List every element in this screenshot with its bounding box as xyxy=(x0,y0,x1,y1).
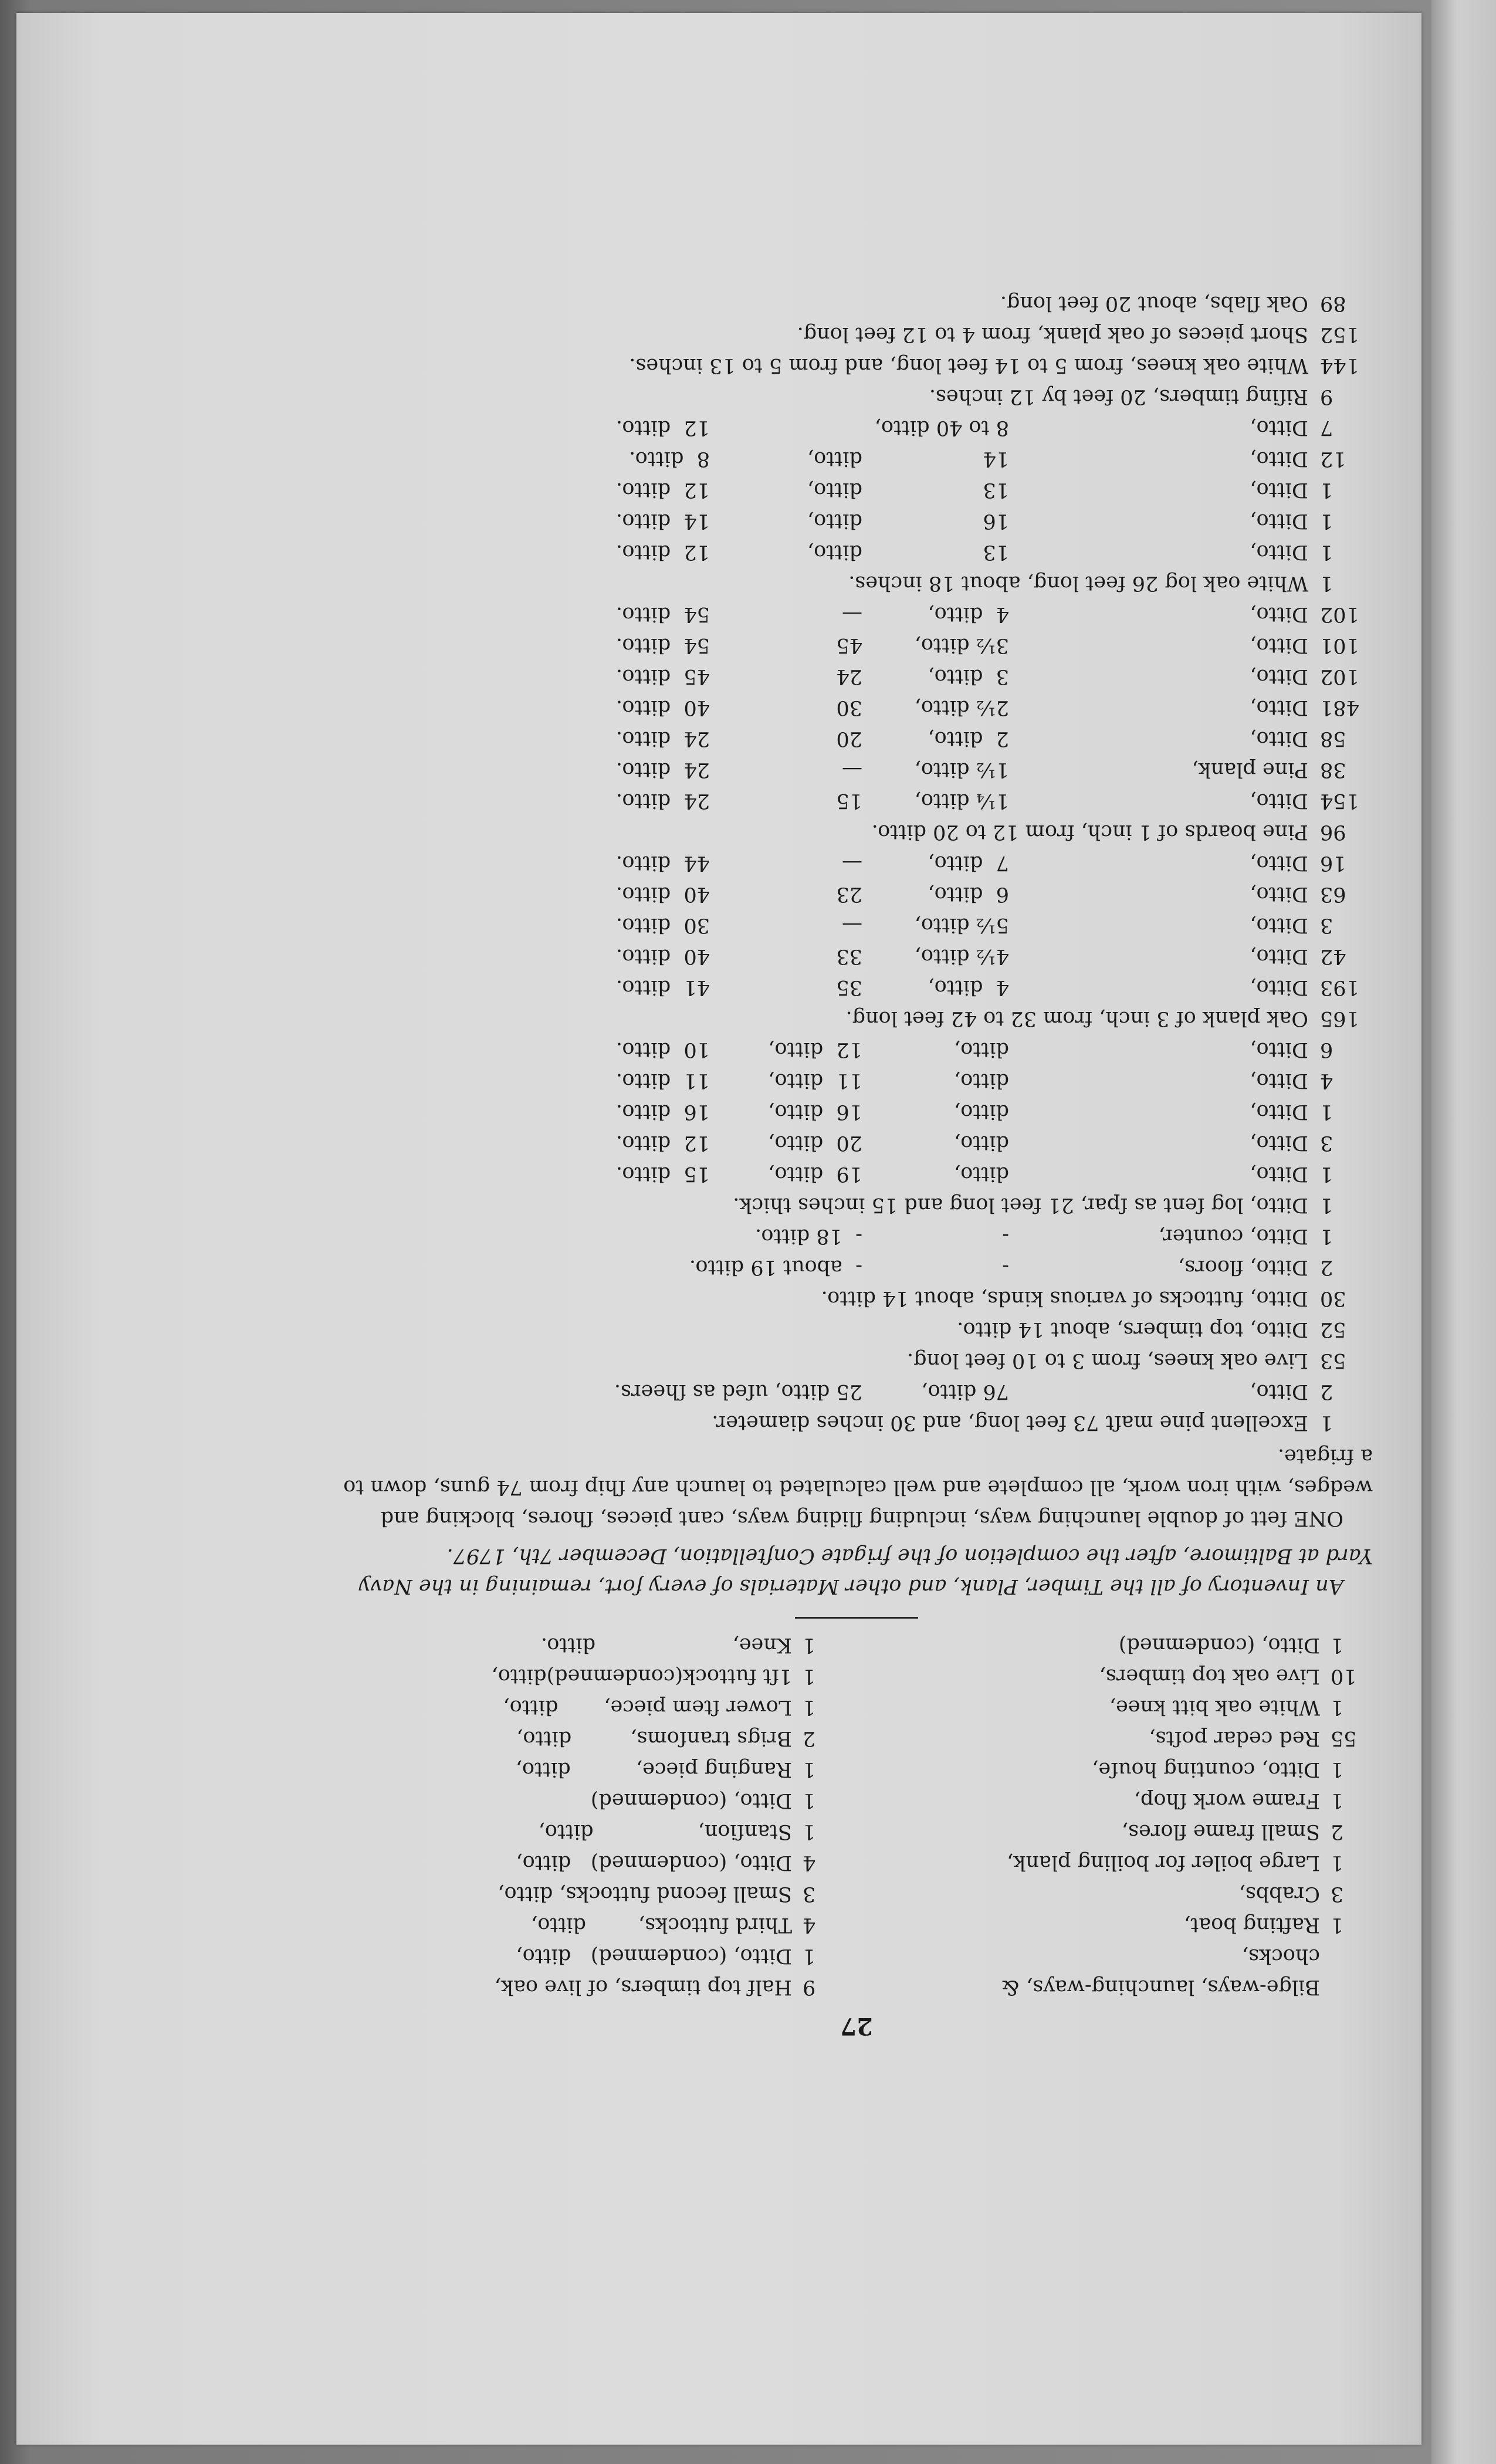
material-row xyxy=(340,1940,845,1971)
inventory-field: 4 ditto, xyxy=(928,976,1009,999)
inventory-field: 40 ditto. xyxy=(615,945,710,968)
inventory-field: 1½ ditto, xyxy=(914,758,1009,781)
material-description: Small ſecond futtocks, ditto, xyxy=(497,1882,792,1905)
material-description: Ditto, counting houſe, xyxy=(1092,1758,1320,1781)
inventory-row xyxy=(340,1376,1373,1407)
quantity: 89 xyxy=(1320,292,1346,315)
inventory-field: 12 ditto, xyxy=(768,1038,862,1061)
page-number: 27 xyxy=(840,2012,873,2040)
quantity: 1 xyxy=(1320,1162,1333,1186)
quantity: 12 xyxy=(1320,447,1346,471)
inventory-row xyxy=(340,1096,1373,1127)
inventory-field: 25 ditto, uſed as ſheers. xyxy=(614,1380,862,1403)
inventory-field: 33 xyxy=(836,945,862,968)
inventory-row xyxy=(340,723,1373,754)
inventory-row xyxy=(340,972,1373,1003)
material-description: Ditto, (condemned) xyxy=(590,1789,792,1812)
quantity: 2 xyxy=(1331,1820,1344,1843)
quantity: 1 xyxy=(803,1944,816,1968)
quantity: 30 xyxy=(1320,1287,1346,1310)
material-row xyxy=(340,1629,845,1660)
quantity: 2 xyxy=(1320,1255,1333,1279)
inventory-field: — xyxy=(842,913,862,937)
material-description: chocks, xyxy=(1241,1944,1320,1968)
inventory-row xyxy=(340,940,1373,972)
inventory-field: 10 ditto. xyxy=(615,1038,710,1061)
inventory-row xyxy=(340,1251,1373,1282)
inventory-field: Ditto, top timbers, about 14 ditto. xyxy=(957,1318,1308,1341)
inventory-row xyxy=(340,1314,1373,1345)
quantity: 1 xyxy=(1320,509,1333,533)
quantity: 1 xyxy=(1320,1193,1333,1217)
inventory-field: 20 ditto, xyxy=(768,1131,862,1155)
inventory-field: Ditto, xyxy=(1250,1069,1308,1092)
inventory-field: - about 19 ditto. xyxy=(689,1255,862,1279)
quantity: 1 xyxy=(1331,1851,1344,1874)
quantity: 10 xyxy=(1331,1664,1357,1688)
inventory-field: - 18 ditto. xyxy=(754,1224,862,1248)
inventory-row xyxy=(340,443,1373,474)
inventory-field: 1¼ ditto, xyxy=(914,789,1009,813)
inventory-row xyxy=(340,909,1373,940)
inventory-field: 54 ditto. xyxy=(615,603,710,626)
inventory-field: - xyxy=(1002,1255,1009,1279)
material-row xyxy=(340,1691,845,1722)
inventory-field: 3½ ditto, xyxy=(914,634,1009,657)
quantity: 3 xyxy=(1320,1131,1333,1155)
material-description: Ditto, (condemned) xyxy=(1118,1633,1320,1657)
inventory-heading: An Inventory of all the Timber, Plank, and other Materials of every ſort, remaining in the Navy Yard at Baltimore, after the completion of the frigate Conſtellation, December 7th, 1797. xyxy=(358,1544,1373,1598)
material-description: Small frame flores, xyxy=(1121,1820,1320,1843)
inventory-row xyxy=(340,1189,1373,1220)
quantity: 2 xyxy=(803,1727,816,1750)
inventory-field: 24 ditto. xyxy=(615,758,710,781)
inventory-field: 2 ditto, xyxy=(928,727,1009,750)
inventory-field: Pine plank, xyxy=(1192,758,1308,781)
inventory-field: Ditto, xyxy=(1250,789,1308,813)
inventory-field: 40 ditto. xyxy=(615,882,710,906)
quantity: 1 xyxy=(803,1758,816,1781)
material-row xyxy=(340,1816,845,1847)
top-materials-columns xyxy=(340,1629,1373,2002)
inventory-field: Ditto, xyxy=(1250,1038,1308,1061)
inventory-field: Ditto, counter, xyxy=(1158,1224,1308,1248)
quantity xyxy=(1320,1971,1373,2002)
inventory-row xyxy=(340,1220,1373,1251)
material-description: Rafting boat, xyxy=(1184,1913,1320,1937)
inventory-row xyxy=(340,598,1373,629)
inventory-field: ditto, xyxy=(807,509,862,533)
material-description: Frame work ſhop, xyxy=(1133,1789,1320,1812)
quantity: 1 xyxy=(1331,1913,1344,1937)
inventory-field: Ditto, futtocks of various kinds, about 14 ditto. xyxy=(821,1287,1308,1310)
inventory-field: 8 to 40 ditto, xyxy=(874,416,1009,439)
quantity: 4 xyxy=(803,1913,816,1937)
inventory-field: Ditto, xyxy=(1250,416,1308,439)
inventory-field: 2½ ditto, xyxy=(914,696,1009,719)
material-row xyxy=(340,1878,845,1909)
inventory-field: 12 ditto. xyxy=(615,540,710,564)
inventory-field: 19 ditto, xyxy=(768,1162,862,1186)
quantity: 3 xyxy=(1320,913,1333,937)
inventory-field: Ditto, xyxy=(1250,727,1308,750)
material-description: Red cedar poſts, xyxy=(1149,1727,1320,1750)
inventory-field: Ditto, xyxy=(1250,1100,1308,1123)
material-row xyxy=(868,1878,1373,1909)
material-row xyxy=(868,1691,1373,1722)
material-row xyxy=(868,1816,1373,1847)
material-description: Crabbs, xyxy=(1238,1882,1320,1905)
inventory-row xyxy=(340,1127,1373,1158)
inventory-field: Ditto, xyxy=(1250,540,1308,564)
quantity: 1 xyxy=(1331,1633,1344,1657)
quantity: 1 xyxy=(1331,1695,1344,1719)
inventory-field: Ditto, xyxy=(1250,447,1308,471)
quantity: 165 xyxy=(1320,1007,1359,1030)
inventory-field: 76 ditto, xyxy=(921,1380,1009,1403)
inventory-field: 45 ditto. xyxy=(615,665,710,688)
inventory-row xyxy=(340,1158,1373,1189)
inventory-field: 5½ ditto, xyxy=(914,913,1009,937)
inventory-field: 16 ditto, xyxy=(768,1100,862,1123)
inventory-field: Short pieces of oak plank, from 4 to 12 feet long. xyxy=(797,323,1308,346)
top-left-column xyxy=(868,1629,1373,2002)
quantity: 16 xyxy=(1320,851,1346,875)
inventory-field: 30 xyxy=(836,696,862,719)
inventory-row xyxy=(340,567,1373,598)
material-row xyxy=(868,1785,1373,1816)
inventory-field: 45 xyxy=(836,634,862,657)
inventory-field: ditto, xyxy=(954,1162,1009,1186)
inventory-field: ditto, xyxy=(807,540,862,564)
inventory-field: ditto, xyxy=(954,1038,1009,1061)
inventory-field: - xyxy=(1002,1224,1009,1248)
material-row xyxy=(868,1971,1373,2002)
inventory-row xyxy=(340,474,1373,505)
inventory-row xyxy=(340,629,1373,661)
adjacent-page-edge xyxy=(1431,0,1496,2464)
material-description: Ditto, (condemned) ditto, xyxy=(516,1944,792,1968)
quantity: 4 xyxy=(803,1851,816,1874)
inventory-row xyxy=(340,1003,1373,1034)
inventory-list xyxy=(340,287,1373,1438)
material-description: Bilge-ways, launching-ways, & xyxy=(1001,1975,1320,1999)
quantity: 1 xyxy=(803,1664,816,1688)
inventory-row xyxy=(340,412,1373,443)
inventory-field: Live oak knees, from 3 to 10 feet long. xyxy=(906,1349,1308,1372)
inventory-field: 4½ ditto, xyxy=(914,945,1009,968)
quantity: 3 xyxy=(803,1882,816,1905)
inventory-field: 35 xyxy=(836,976,862,999)
inventory-field: 15 ditto. xyxy=(615,1162,710,1186)
inventory-field: 11 ditto, xyxy=(768,1069,862,1092)
inventory-row xyxy=(340,1034,1373,1065)
material-description: Third futtocks, ditto, xyxy=(531,1913,792,1937)
quantity: 1 xyxy=(803,1789,816,1812)
inventory-row xyxy=(340,381,1373,412)
inventory-field: 16 ditto. xyxy=(615,1100,710,1123)
inventory-intro: ONE ſett of double launching ways, including ſliding ways, cant pieces, ſhores, blocking and wedges, with iron work, all complete and well calculated to launch any ſhip from 74 guns, down to a frigate. xyxy=(343,1444,1373,1530)
material-row xyxy=(340,1660,845,1691)
inventory-field: 13 xyxy=(983,478,1009,502)
quantity: 2 xyxy=(1320,1380,1333,1403)
material-row xyxy=(868,1660,1373,1691)
inventory-field: 30 ditto. xyxy=(615,913,710,937)
inventory-field: 40 ditto. xyxy=(615,696,710,719)
quantity: 1 xyxy=(1320,1224,1333,1248)
inventory-field: Ditto, xyxy=(1250,882,1308,906)
quantity: 96 xyxy=(1320,820,1346,844)
inventory-field: 44 ditto. xyxy=(615,851,710,875)
quantity: 152 xyxy=(1320,323,1359,346)
inventory-row xyxy=(340,505,1373,536)
inventory-field: 12 ditto. xyxy=(615,416,710,439)
inventory-row xyxy=(340,536,1373,567)
inventory-field: Ditto, xyxy=(1250,478,1308,502)
quantity: 1 xyxy=(1331,1758,1344,1781)
inventory-field: 3 ditto, xyxy=(928,665,1009,688)
inventory-row xyxy=(340,816,1373,847)
material-description: Ditto, (condemned) ditto, xyxy=(516,1851,792,1874)
inventory-row xyxy=(340,1345,1373,1376)
inventory-field: 24 ditto. xyxy=(615,727,710,750)
material-description: Brigs tranſoms, ditto, xyxy=(516,1727,792,1750)
inventory-field: 11 ditto. xyxy=(615,1069,710,1092)
inventory-field: 24 ditto. xyxy=(615,789,710,813)
inventory-field: Ditto, log ſent as ſpar, 21 feet long and 15 inches thick. xyxy=(733,1193,1308,1217)
inventory-row xyxy=(340,878,1373,909)
quantity: 101 xyxy=(1320,634,1359,657)
inventory-row xyxy=(340,847,1373,878)
material-description: Ranging piece, ditto, xyxy=(515,1758,792,1781)
quantity: 38 xyxy=(1320,758,1346,781)
material-description: Live oak top timbers, xyxy=(1099,1664,1320,1688)
quantity: 1 xyxy=(803,1633,816,1657)
inventory-row xyxy=(340,785,1373,816)
material-row xyxy=(868,1629,1373,1660)
inventory-field: Ditto, floors, xyxy=(1177,1255,1308,1279)
quantity: 52 xyxy=(1320,1318,1346,1341)
inventory-field: Ditto, xyxy=(1250,509,1308,533)
inventory-field: Ditto, xyxy=(1250,665,1308,688)
inventory-field: 14 ditto. xyxy=(615,509,710,533)
quantity: 102 xyxy=(1320,665,1359,688)
material-row xyxy=(868,1847,1373,1878)
quantity: 1 xyxy=(1320,478,1333,502)
inventory-field: 4 ditto, xyxy=(928,603,1009,626)
quantity: 55 xyxy=(1331,1727,1357,1750)
material-row xyxy=(868,1754,1373,1785)
inventory-field: 41 ditto. xyxy=(615,976,710,999)
inventory-row xyxy=(340,1065,1373,1096)
quantity: 4 xyxy=(1320,1069,1333,1092)
quantity: 6 xyxy=(1320,1038,1333,1061)
material-row xyxy=(868,1722,1373,1754)
material-row xyxy=(868,1909,1373,1940)
inventory-field: 12 ditto. xyxy=(615,478,710,502)
inventory-field: Ditto, xyxy=(1250,913,1308,937)
inventory-field: — xyxy=(842,758,862,781)
inventory-row xyxy=(340,661,1373,692)
quantity: 193 xyxy=(1320,976,1359,999)
inventory-field: 20 xyxy=(836,727,862,750)
material-description: 1ſt futtock(condemned)ditto, xyxy=(491,1664,792,1688)
inventory-field: White oak knees, from 5 to 14 feet long, and from 5 to 13 inches. xyxy=(629,354,1308,377)
inventory-row xyxy=(340,350,1373,381)
inventory-row xyxy=(340,692,1373,723)
inventory-field: 16 xyxy=(983,509,1009,533)
inventory-field: 12 ditto. xyxy=(615,1131,710,1155)
material-description: Lower ſtem piece, ditto, xyxy=(503,1695,792,1719)
quantity: 1 xyxy=(803,1695,816,1719)
material-row xyxy=(868,1940,1373,1971)
inventory-field: Ditto, xyxy=(1250,603,1308,626)
inventory-field: Oak plank of 3 inch, from 32 to 42 feet long. xyxy=(845,1007,1308,1030)
quantity: 3 xyxy=(1331,1882,1344,1905)
inventory-field: 15 xyxy=(836,789,862,813)
inventory-field: Ditto, xyxy=(1250,945,1308,968)
material-row xyxy=(340,1754,845,1785)
inventory-row xyxy=(340,1282,1373,1314)
material-description: Half top timbers, of live oak, xyxy=(494,1975,792,1999)
inventory-field: ditto, xyxy=(954,1100,1009,1123)
quantity: 481 xyxy=(1320,696,1359,719)
inventory-field: ditto, xyxy=(807,478,862,502)
material-row xyxy=(340,1971,845,2002)
top-right-column xyxy=(340,1629,845,2002)
quantity: 58 xyxy=(1320,727,1346,750)
inventory-field: — xyxy=(842,603,862,626)
inventory-field: — xyxy=(842,851,862,875)
quantity xyxy=(1320,1940,1373,1971)
inventory-field: 23 xyxy=(836,882,862,906)
inventory-field: 14 xyxy=(983,447,1009,471)
inventory-field: Ditto, xyxy=(1250,851,1308,875)
material-description: Knee, ditto. xyxy=(540,1633,792,1657)
inventory-field: ditto, xyxy=(954,1131,1009,1155)
quantity: 1 xyxy=(1320,540,1333,564)
quantity: 9 xyxy=(1320,385,1333,408)
material-row xyxy=(340,1909,845,1940)
inventory-row xyxy=(340,287,1373,319)
inventory-field: 54 ditto. xyxy=(615,634,710,657)
inventory-field: 7 ditto, xyxy=(928,851,1009,875)
inventory-row xyxy=(340,319,1373,350)
quantity: 154 xyxy=(1320,789,1359,813)
inventory-field: Ditto, xyxy=(1250,976,1308,999)
quantity: 9 xyxy=(803,1975,816,1999)
inventory-field: Ditto, xyxy=(1250,696,1308,719)
quantity: 1 xyxy=(1320,571,1333,595)
quantity: 42 xyxy=(1320,945,1346,968)
material-description: Large boiler for boiling plank, xyxy=(1007,1851,1320,1874)
inventory-field: 13 xyxy=(983,540,1009,564)
inventory-field: ditto, xyxy=(807,447,862,471)
inventory-field: Ditto, xyxy=(1250,634,1308,657)
inventory-field: Riſing timbers, 20 feet by 12 inches. xyxy=(929,385,1308,408)
quantity: 1 xyxy=(1331,1789,1344,1812)
quantity: 7 xyxy=(1320,416,1333,439)
inventory-field: White oak log 26 feet long, about 18 inches. xyxy=(848,571,1308,595)
inventory-field: 8 ditto. xyxy=(629,447,710,471)
inventory-field: Oak ſlabs, about 20 feet long. xyxy=(1000,292,1308,315)
quantity: 144 xyxy=(1320,354,1359,377)
inventory-field: ditto, xyxy=(954,1069,1009,1092)
material-row xyxy=(340,1722,845,1754)
inventory-field: 24 xyxy=(836,665,862,688)
material-row xyxy=(340,1785,845,1816)
inventory-field: Excellent pine maſt 73 feet long, and 30 inches diameter. xyxy=(712,1411,1308,1434)
material-row xyxy=(340,1847,845,1878)
section-divider xyxy=(795,1617,918,1619)
page-content xyxy=(340,292,1373,2042)
quantity: 63 xyxy=(1320,882,1346,906)
inventory-row xyxy=(340,1407,1373,1438)
inventory-field: Ditto, xyxy=(1250,1162,1308,1186)
inventory-field: Ditto, xyxy=(1250,1131,1308,1155)
inventory-field: Ditto, xyxy=(1250,1380,1308,1403)
inventory-field: 6 ditto, xyxy=(928,882,1009,906)
inventory-field: Pine boards of 1 inch, from 12 to 20 ditto. xyxy=(871,820,1308,844)
inventory-row xyxy=(340,754,1373,785)
quantity: 53 xyxy=(1320,1349,1346,1372)
material-description: Stanſion, ditto, xyxy=(538,1820,792,1843)
quantity: 1 xyxy=(1320,1411,1333,1434)
quantity: 102 xyxy=(1320,603,1359,626)
material-description: White oak bitt knee, xyxy=(1109,1695,1320,1719)
quantity: 1 xyxy=(1320,1100,1333,1123)
quantity: 1 xyxy=(803,1820,816,1843)
